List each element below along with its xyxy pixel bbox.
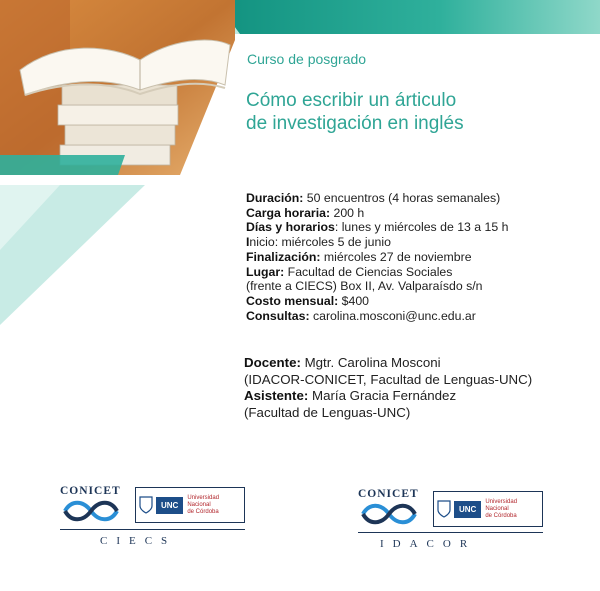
course-title-line-2: de investigación en inglés	[246, 113, 464, 134]
course-details	[246, 191, 586, 323]
unc-label: UNC	[156, 497, 183, 514]
detail-place-address: (frente a CIECS) Box II, Av. Valparaísdo s/n	[246, 279, 483, 294]
unc-logo	[135, 487, 245, 523]
conicet-wordmark: CONICET	[358, 488, 419, 500]
asistente-affiliation: (Facultad de Lenguas-UNC)	[244, 404, 411, 420]
detail-contact: Consultas: carolina.mosconi@unc.edu.ar	[246, 308, 476, 323]
course-title	[246, 89, 586, 135]
unc-label: UNC	[454, 501, 481, 518]
course-title-line-1: Cómo escribir un árticulo	[246, 90, 457, 111]
asistente-line: Asistente: María Gracia Fernández	[244, 388, 457, 403]
conicet-emblem-icon	[60, 500, 122, 522]
docente-line: Docente: Mgtr. Carolina Mosconi	[244, 355, 441, 370]
conicet-wordmark: CONICET	[60, 485, 121, 497]
detail-start: Inicio: miércoles 5 de junio	[246, 235, 391, 250]
ciecs-logo	[60, 485, 245, 555]
unc-name: Universidad Nacional de Córdoba	[485, 498, 518, 519]
detail-hours: Carga horaria: 200 h	[246, 205, 365, 220]
detail-place: Lugar: Facultad de Ciencias Sociales	[246, 264, 453, 279]
center-name-ciecs: CIECS	[100, 535, 177, 547]
detail-end: Finalización: miércoles 27 de noviembre	[246, 249, 472, 264]
unc-name: Universidad Nacional de Córdoba	[187, 494, 220, 515]
center-name-idacor: IDACOR	[380, 538, 477, 550]
left-decorative-shapes	[0, 140, 160, 330]
logo-divider	[358, 532, 543, 533]
unc-shield-icon	[139, 496, 153, 514]
conicet-emblem-icon	[358, 503, 420, 525]
staff-section	[244, 355, 594, 421]
unc-logo	[433, 491, 543, 527]
unc-shield-icon	[437, 500, 451, 518]
docente-affiliation: (IDACOR-CONICET, Facultad de Lenguas-UNC)	[244, 371, 533, 387]
detail-schedule: Días y horarios: lunes y miércoles de 13 a 15 h	[246, 220, 509, 235]
contact-email: carolina.mosconi@unc.edu.ar	[309, 308, 476, 323]
idacor-logo	[355, 488, 545, 558]
detail-cost: Costo mensual: $400	[246, 293, 370, 308]
course-type: Curso de posgrado	[247, 51, 367, 67]
detail-duration: Duración: 50 encuentros (4 horas semanales)	[246, 191, 501, 205]
logo-divider	[60, 529, 245, 530]
